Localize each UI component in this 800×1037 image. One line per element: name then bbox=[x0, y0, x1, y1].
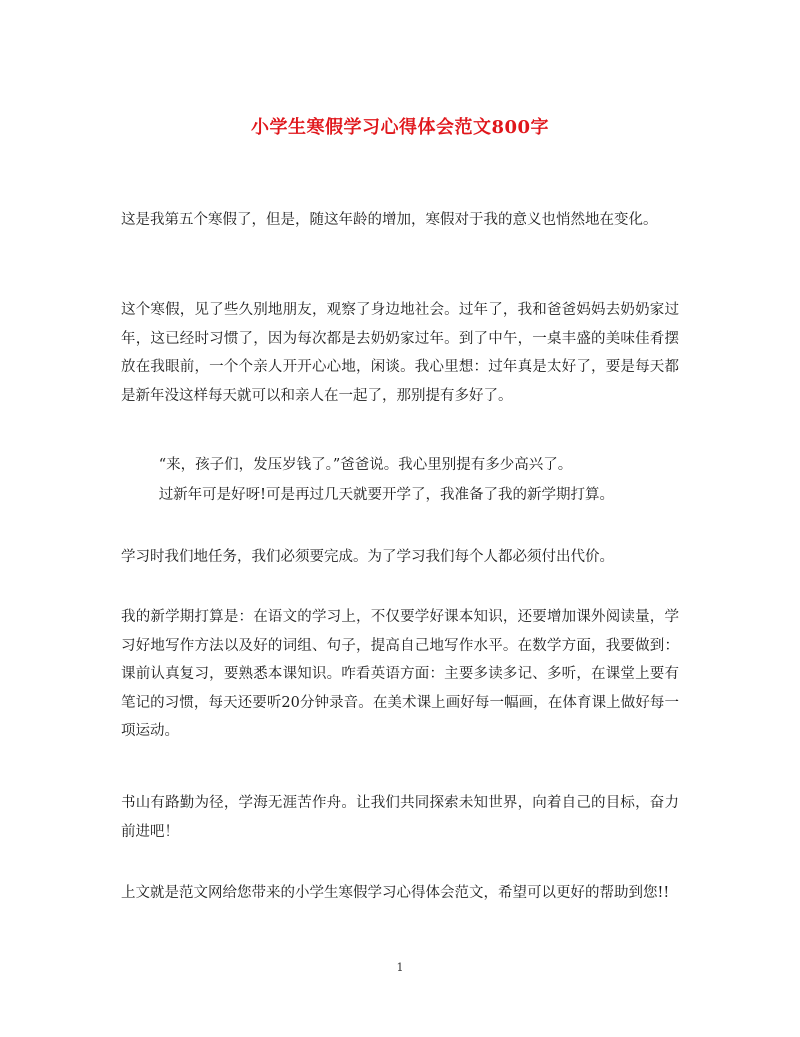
paragraph-5: 学习时我们地任务，我们必须要完成。为了学习我们每个人都必须付出代价。 bbox=[121, 549, 614, 565]
paragraph-4: 过新年可是好呀!可是再过几天就要开学了，我准备了我的新学期打算。 bbox=[158, 487, 615, 503]
page-number: 1 bbox=[396, 961, 404, 974]
paragraph-7: 书山有路勤为径，学海无涯苦作舟。让我们共同探索未知世界，向着自己的目标，奋力前进吧！ bbox=[121, 795, 679, 840]
paragraph-8: 上文就是范文网给您带来的小学生寒假学习心得体会范文，希望可以更好的帮助到您!! bbox=[121, 885, 670, 901]
paragraph-6: 我的新学期打算是：在语文的学习上，不仅要学好课本知识，还要增加课外阅读量，学习好地写作方法以及好的词组、句子，提高自己地写作水平。在数学方面，我要做到：课前认真复习，要熟悉本课知识。咋看英语方面：主要多读多记、多听，在课堂上要有笔记的习惯，每天还要听20分钟录音。在美术课上画好每一幅画，在体育课上做好每一项运动。 bbox=[121, 609, 679, 739]
paragraph-1: 这是我第五个寒假了，但是，随这年龄的增加，寒假对于我的意义也悄然地在变化。 bbox=[121, 212, 658, 228]
paragraph-2: 这个寒假，见了些久别地朋友，观察了身边地社会。过年了，我和爸爸妈妈去奶奶家过年，这已经时习惯了，因为每次都是去奶奶家过年。到了中午，一桌丰盛的美味佳肴摆放在我眼前，一个个亲人开开心心地，闲谈。我心里想：过年真是太好了，要是每天都是新年没这样每天就可以和亲人在一起了，那别提有多好了。 bbox=[121, 302, 679, 404]
paragraph-3: “来，孩子们，发压岁钱了。”爸爸说。我心里别提有多少高兴了。 bbox=[158, 457, 573, 473]
document-title: 小学生寒假学习心得体会范文800字 bbox=[250, 117, 550, 138]
